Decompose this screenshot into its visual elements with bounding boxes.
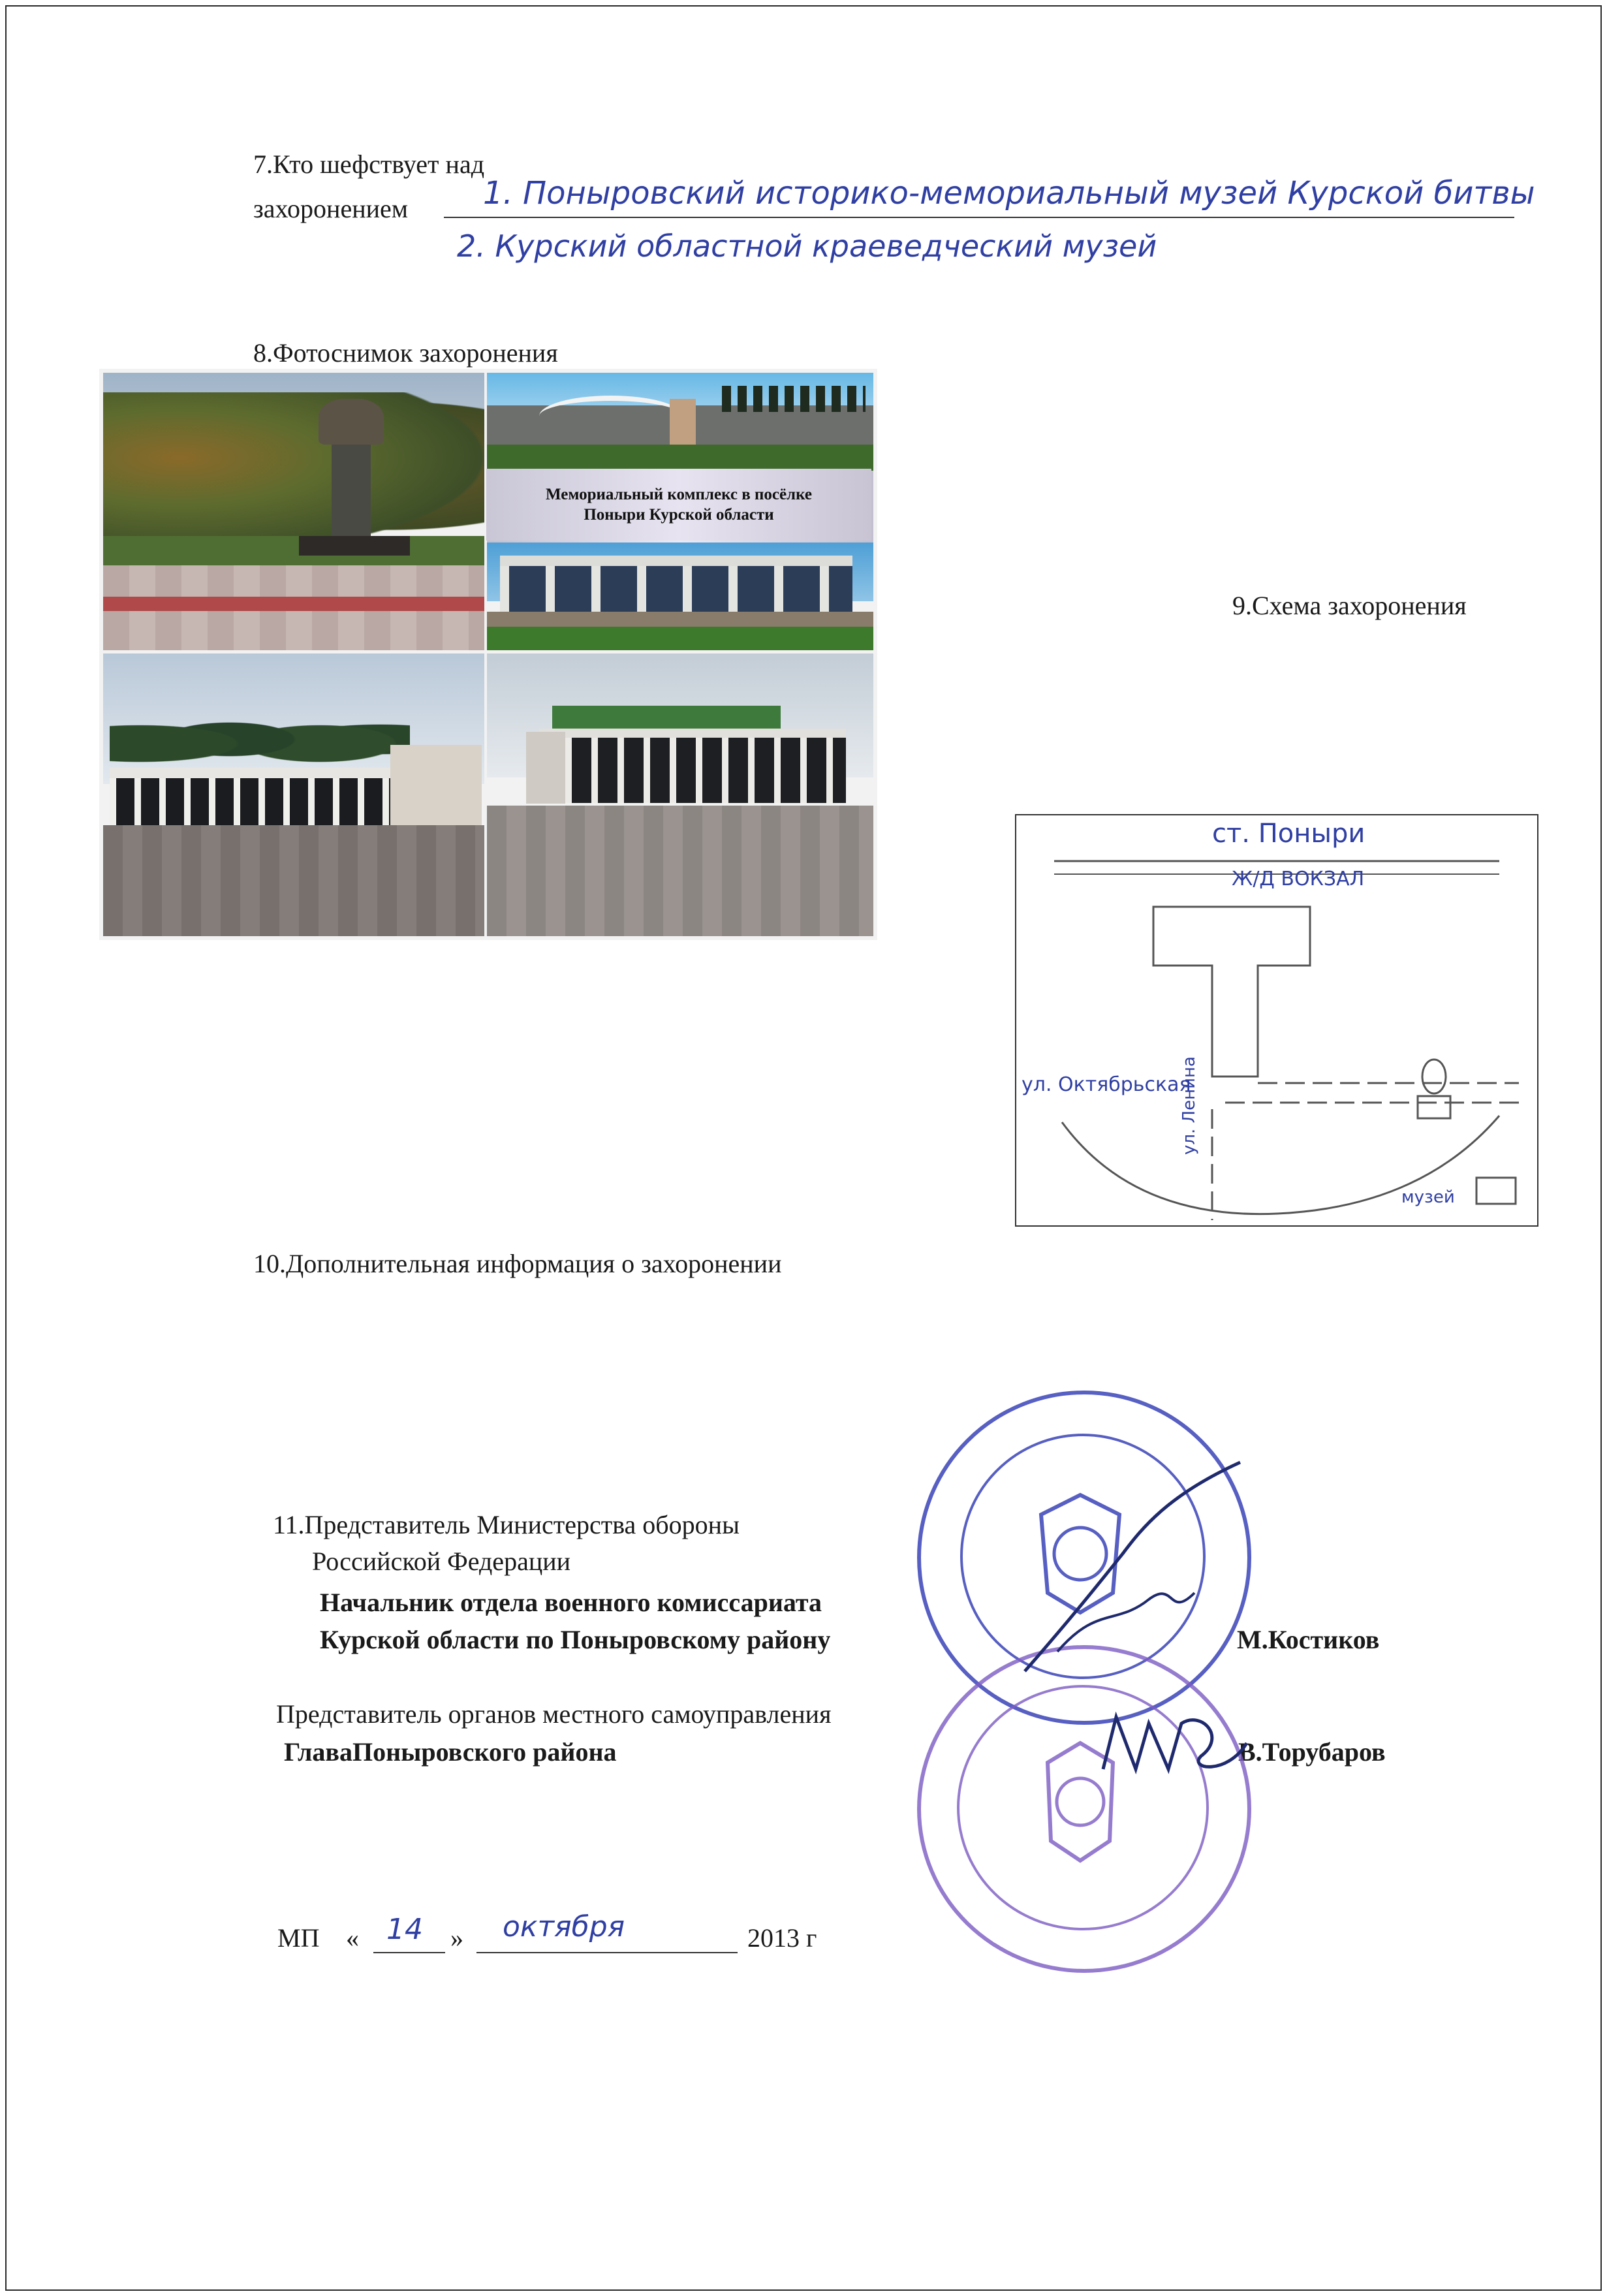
section7-label-line2: захоронением bbox=[253, 194, 409, 223]
section11-local-name: В.Торубаров bbox=[1238, 1737, 1386, 1767]
footer-open-quote: « bbox=[346, 1923, 359, 1953]
burial-photo-collage bbox=[99, 369, 877, 940]
section11-mod-name: М.Костиков bbox=[1237, 1625, 1380, 1654]
scheme-railway-station: Ж/Д ВОКЗАЛ bbox=[1232, 868, 1365, 890]
photo-monument-park bbox=[103, 373, 484, 650]
scheme-museum: музей bbox=[1401, 1187, 1455, 1207]
photo-render-top bbox=[487, 373, 873, 471]
section10-label: 10.Дополнительная информация о захоронении bbox=[253, 1249, 782, 1278]
photo-caption-line2: Поныри Курской области bbox=[584, 506, 774, 524]
signature-torubarov bbox=[1097, 1697, 1253, 1789]
section8-label: 8.Фотоснимок захоронения bbox=[253, 338, 558, 368]
section7-entry1: 1. Поныровский историко-мемориальный музей Курской битвы bbox=[483, 175, 1535, 212]
section11-label-line1: 11.Представитель Министерства обороны bbox=[273, 1510, 740, 1539]
footer-month: октября bbox=[503, 1910, 625, 1943]
section9-label: 9.Схема захоронения bbox=[1232, 591, 1467, 620]
footer-year: 2013 г bbox=[747, 1923, 817, 1953]
photo-colonnade-right bbox=[487, 653, 873, 936]
section7-label-line1: 7.Кто шефствует над bbox=[253, 149, 485, 179]
signature-kostikov bbox=[1018, 1456, 1253, 1704]
footer-month-underline bbox=[476, 1952, 738, 1953]
section11-local-label: Представитель органов местного самоуправления bbox=[276, 1699, 832, 1729]
section11-position-line2: Курской области по Поныровскому району bbox=[320, 1625, 831, 1654]
section7-entry2: 2. Курский областной краеведческий музей bbox=[457, 228, 1157, 264]
burial-scheme-sketch bbox=[1015, 814, 1538, 1227]
section11-local-position: ГлаваПоныровского района bbox=[284, 1737, 617, 1767]
photo-render-colonnade bbox=[487, 543, 873, 650]
section11-position-line1: Начальник отдела военного комиссариата bbox=[320, 1588, 822, 1617]
section7-underline bbox=[444, 217, 1514, 218]
scheme-station: ст. Поныри bbox=[1212, 819, 1365, 849]
footer-close-quote: » bbox=[450, 1923, 463, 1953]
photo-caption bbox=[486, 469, 871, 541]
photo-colonnade-left bbox=[103, 653, 484, 936]
photo-caption-line1: Мемориальный комплекс в посёлке bbox=[546, 485, 812, 503]
footer-day: 14 bbox=[386, 1913, 423, 1946]
footer-day-underline bbox=[373, 1952, 445, 1953]
scheme-street-oktyabrskaya: ул. Октябрьская bbox=[1022, 1073, 1191, 1096]
scheme-street-lenina: ул. Ленина bbox=[1179, 1056, 1199, 1155]
section11-label-line2: Российской Федерации bbox=[312, 1547, 571, 1576]
footer-mp: МП bbox=[277, 1923, 320, 1953]
